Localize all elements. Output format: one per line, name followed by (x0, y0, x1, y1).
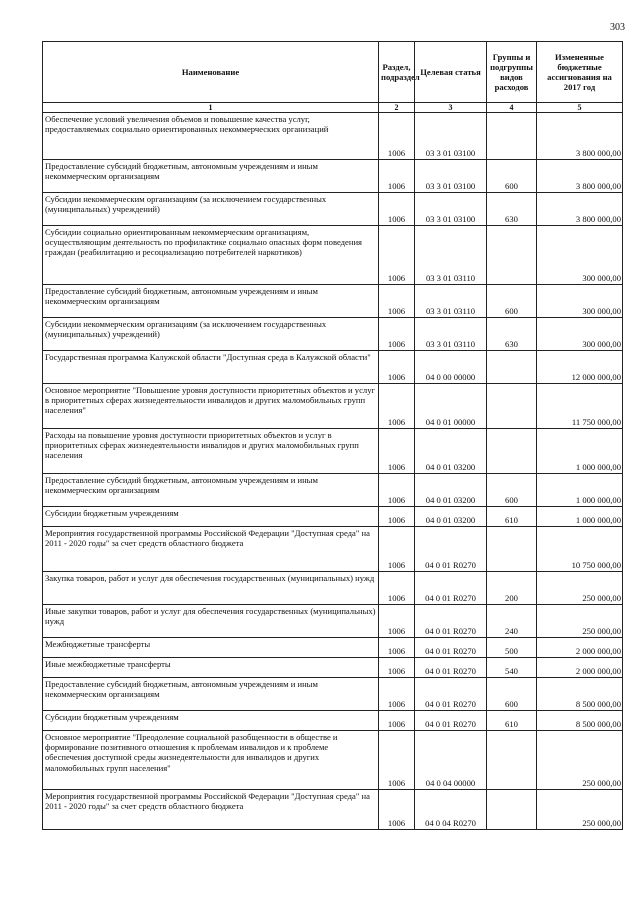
table-cell-group (487, 429, 537, 474)
table-cell-name: Расходы на повышение уровня доступности приоритетных объектов и услуг в приоритетных сферах жизнедеятельности инвалидов и других маломобильных групп населения (43, 429, 379, 474)
table-cell-article: 04 0 04 R0270 (415, 790, 487, 830)
table-cell-group: 200 (487, 572, 537, 605)
table-cell-name: Предоставление субсидий бюджетным, автономным учреждениям и иным некоммерческим организациям (43, 678, 379, 711)
table-cell-section: 1006 (379, 351, 415, 384)
table-cell-name: Субсидии социально ориентированным некоммерческим организациям, осуществляющим деятельность по профилактике социально опасных форм поведения граждан (реабилитацию и ресоциализацию потребителей наркотиков) (43, 226, 379, 285)
table-cell-amount: 300 000,00 (537, 318, 623, 351)
table-row (43, 429, 623, 474)
table-row (43, 193, 623, 226)
table-cell-article: 04 0 01 R0270 (415, 605, 487, 638)
table-cell-group: 610 (487, 507, 537, 527)
table-cell-article: 03 3 01 03110 (415, 285, 487, 318)
table-cell-name: Закупка товаров, работ и услуг для обеспечения государственных (муниципальных) нужд (43, 572, 379, 605)
page-number: 303 (610, 22, 625, 33)
table-cell-amount: 3 800 000,00 (537, 193, 623, 226)
table-cell-article: 03 3 01 03100 (415, 113, 487, 160)
table-row (43, 474, 623, 507)
table-cell-group: 610 (487, 711, 537, 731)
table-cell-amount: 2 000 000,00 (537, 658, 623, 678)
table-cell-name: Предоставление субсидий бюджетным, автономным учреждениям и иным некоммерческим организациям (43, 160, 379, 193)
table-cell-article: 03 3 01 03110 (415, 226, 487, 285)
table-cell-amount: 2 000 000,00 (537, 638, 623, 658)
table-cell-group (487, 527, 537, 572)
table-cell-group: 630 (487, 193, 537, 226)
table-row (43, 658, 623, 678)
table-cell-section: 1006 (379, 285, 415, 318)
table-cell-amount: 250 000,00 (537, 790, 623, 830)
table-cell-section: 1006 (379, 711, 415, 731)
table-row (43, 731, 623, 790)
table-cell-amount: 3 800 000,00 (537, 160, 623, 193)
table-cell-group (487, 384, 537, 429)
table-cell-section: 1006 (379, 658, 415, 678)
table-cell-article: 04 0 01 R0270 (415, 711, 487, 731)
table-cell-article: 04 0 04 00000 (415, 731, 487, 790)
table-cell-group: 630 (487, 318, 537, 351)
table-cell-article: 03 3 01 03100 (415, 193, 487, 226)
table-cell-name: Обеспечение условий увеличения объемов и повышение качества услуг, предоставляемых социально ориентированных некоммерческих организаций (43, 113, 379, 160)
table-cell-section: 1006 (379, 429, 415, 474)
table-row (43, 605, 623, 638)
table-cell-group (487, 226, 537, 285)
table-cell-amount: 250 000,00 (537, 572, 623, 605)
table-cell-name: Межбюджетные трансферты (43, 638, 379, 658)
table-cell-article: 03 3 01 03100 (415, 160, 487, 193)
header-section: Раздел, подраздел (379, 42, 415, 103)
table-cell-section: 1006 (379, 160, 415, 193)
table-cell-amount: 250 000,00 (537, 605, 623, 638)
table-cell-section: 1006 (379, 384, 415, 429)
table-cell-group: 500 (487, 638, 537, 658)
table-cell-group: 240 (487, 605, 537, 638)
table-row (43, 507, 623, 527)
column-number: 4 (487, 103, 537, 113)
table-row (43, 226, 623, 285)
header-group: Группы и подгруппы видов расходов (487, 42, 537, 103)
table-cell-name: Основное мероприятие "Преодоление социальной разобщенности в обществе и формирование позитивного отношения к проблемам инвалидов и к проблеме обеспечения доступной среды жизнедеятельности для инвалидов и других маломобильных групп населения" (43, 731, 379, 790)
table-cell-name: Основное мероприятие "Повышение уровня доступности приоритетных объектов и услуг в приоритетных сферах жизнедеятельности инвалидов и других маломобильных групп населения" (43, 384, 379, 429)
table-cell-section: 1006 (379, 790, 415, 830)
table-row (43, 318, 623, 351)
table-cell-amount: 1 000 000,00 (537, 474, 623, 507)
table-cell-section: 1006 (379, 193, 415, 226)
table-cell-article: 04 0 01 R0270 (415, 527, 487, 572)
column-number: 3 (415, 103, 487, 113)
table-cell-name: Государственная программа Калужской области "Доступная среда в Калужской области" (43, 351, 379, 384)
table-cell-name: Субсидии бюджетным учреждениям (43, 711, 379, 731)
table-cell-name: Мероприятия государственной программы Российской Федерации "Доступная среда" на 2011 - 2020 годы" за счет средств областного бюджета (43, 527, 379, 572)
table-cell-section: 1006 (379, 507, 415, 527)
column-number: 2 (379, 103, 415, 113)
table-cell-section: 1006 (379, 731, 415, 790)
table-cell-name: Предоставление субсидий бюджетным, автономным учреждениям и иным некоммерческим организациям (43, 285, 379, 318)
table-cell-group (487, 113, 537, 160)
table-cell-amount: 250 000,00 (537, 731, 623, 790)
table-cell-section: 1006 (379, 572, 415, 605)
table-cell-group (487, 351, 537, 384)
table-cell-amount: 11 750 000,00 (537, 384, 623, 429)
table-cell-article: 04 0 01 R0270 (415, 572, 487, 605)
table-cell-article: 03 3 01 03110 (415, 318, 487, 351)
table-cell-name: Иные закупки товаров, работ и услуг для обеспечения государственных (муниципальных) нужд (43, 605, 379, 638)
column-number: 5 (537, 103, 623, 113)
table-cell-amount: 12 000 000,00 (537, 351, 623, 384)
table-cell-article: 04 0 01 03200 (415, 429, 487, 474)
table-cell-amount: 1 000 000,00 (537, 429, 623, 474)
table-cell-amount: 300 000,00 (537, 285, 623, 318)
header-article: Целевая статья (415, 42, 487, 103)
table-cell-name: Предоставление субсидий бюджетным, автономным учреждениям и иным некоммерческим организациям (43, 474, 379, 507)
table-cell-name: Субсидии бюджетным учреждениям (43, 507, 379, 527)
table-row (43, 160, 623, 193)
table-cell-section: 1006 (379, 678, 415, 711)
table-row (43, 678, 623, 711)
table-cell-group: 600 (487, 285, 537, 318)
table-row (43, 572, 623, 605)
table-row (43, 527, 623, 572)
table-cell-group: 600 (487, 474, 537, 507)
table-body (43, 113, 623, 830)
table-cell-section: 1006 (379, 527, 415, 572)
table-cell-article: 04 0 01 03200 (415, 474, 487, 507)
table-cell-article: 04 0 01 R0270 (415, 638, 487, 658)
table-cell-group (487, 790, 537, 830)
table-cell-group: 600 (487, 678, 537, 711)
table-cell-section: 1006 (379, 605, 415, 638)
table-cell-name: Иные межбюджетные трансферты (43, 658, 379, 678)
table-row (43, 384, 623, 429)
table-row (43, 113, 623, 160)
table-row (43, 711, 623, 731)
column-number: 1 (43, 103, 379, 113)
column-number-row (43, 103, 623, 113)
table-cell-section: 1006 (379, 318, 415, 351)
table-cell-name: Субсидии некоммерческим организациям (за исключением государственных (муниципальных) учреждений) (43, 193, 379, 226)
table-cell-article: 04 0 01 R0270 (415, 658, 487, 678)
table-row (43, 351, 623, 384)
budget-table (42, 41, 623, 830)
table-cell-amount: 8 500 000,00 (537, 678, 623, 711)
table-row (43, 285, 623, 318)
table-cell-section: 1006 (379, 113, 415, 160)
table-cell-group: 600 (487, 160, 537, 193)
header-name: Наименование (43, 42, 379, 103)
table-cell-section: 1006 (379, 638, 415, 658)
table-cell-name: Мероприятия государственной программы Российской Федерации "Доступная среда" на 2011 - 2020 годы" за счет средств областного бюджета (43, 790, 379, 830)
table-cell-amount: 1 000 000,00 (537, 507, 623, 527)
table-cell-name: Субсидии некоммерческим организациям (за исключением государственных (муниципальных) учреждений) (43, 318, 379, 351)
table-cell-group: 540 (487, 658, 537, 678)
table-cell-article: 04 0 01 R0270 (415, 678, 487, 711)
header-amount: Измененные бюджетные ассигнования на 2017 год (537, 42, 623, 103)
table-cell-article: 04 0 00 00000 (415, 351, 487, 384)
table-cell-amount: 300 000,00 (537, 226, 623, 285)
table-header-row (43, 42, 623, 103)
table-cell-section: 1006 (379, 474, 415, 507)
table-cell-amount: 8 500 000,00 (537, 711, 623, 731)
table-cell-amount: 3 800 000,00 (537, 113, 623, 160)
table-cell-section: 1006 (379, 226, 415, 285)
table-row (43, 790, 623, 830)
table-cell-group (487, 731, 537, 790)
table-cell-amount: 10 750 000,00 (537, 527, 623, 572)
table-cell-article: 04 0 01 00000 (415, 384, 487, 429)
table-row (43, 638, 623, 658)
table-cell-article: 04 0 01 03200 (415, 507, 487, 527)
